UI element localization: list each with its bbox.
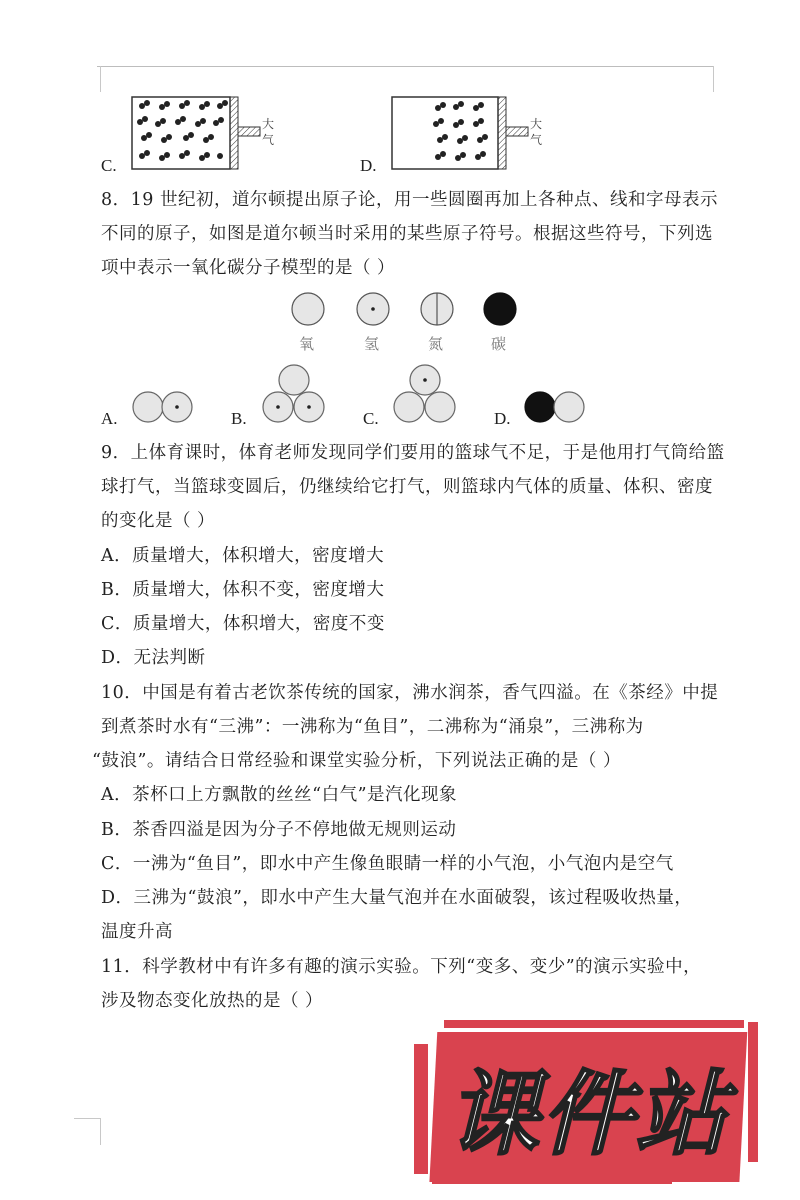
- symbol-label-hydrogen: 氢: [364, 335, 380, 353]
- q9-option-a: A．质量增大，体积增大，密度增大: [101, 546, 385, 566]
- q11-line-1: 11．科学教材中有许多有趣的演示实验。下列“变多、变少”的演示实验中，: [101, 957, 702, 977]
- q10-option-a: A．茶杯口上方飘散的丝丝“白气”是汽化现象: [101, 785, 458, 805]
- page-top-rule: [97, 66, 713, 67]
- q9-option-c: C．质量增大，体积增大，密度不变: [101, 614, 385, 634]
- q7-option-d-letter: D.: [360, 156, 377, 175]
- q8-option-b-figure: [261, 362, 329, 426]
- dalton-symbols: [286, 290, 526, 356]
- q10-option-c: C．一沸为“鱼目”，即水中产生像鱼眼睛一样的小气泡，小气泡内是空气: [101, 854, 674, 874]
- q9-option-d: D．无法判断: [101, 648, 206, 668]
- q9-line-3: 的变化是（ ）: [101, 511, 216, 531]
- q9-line-2: 球打气，当篮球变圆后，仍继续给它打气，则篮球内气体的质量、体积、密度: [101, 477, 713, 497]
- q10-option-d: D．三沸为“鼓浪”，即水中产生大量气泡并在水面破裂，该过程吸收热量，: [101, 888, 693, 908]
- q9-option-b: B．质量增大，体积不变，密度增大: [101, 580, 385, 600]
- q10-line-2: 到煮茶时水有“三沸”：一沸称为“鱼目”，二沸称为“涌泉”，三沸称为: [101, 717, 644, 737]
- q11-line-2: 涉及物态变化放热的是（ ）: [101, 991, 324, 1011]
- oxygen-symbol-icon: [292, 293, 324, 325]
- q8-line-1: 8．19 世纪初，道尔顿提出原子论，用一些圆圈再加上各种点、线和字母表示: [101, 190, 718, 210]
- q7-c-atmosphere-label: 大: [262, 117, 275, 131]
- crop-mark-top-right: [713, 66, 740, 92]
- q7-figure-d: [390, 94, 560, 174]
- q7-option-c-letter: C.: [101, 156, 117, 175]
- q8-option-a-letter: A.: [101, 409, 118, 428]
- symbol-label-carbon: 碳: [491, 335, 507, 353]
- q8-option-c-figure: [392, 362, 460, 426]
- q8-option-a-figure: [131, 390, 197, 426]
- symbol-label-nitrogen: 氮: [428, 335, 444, 353]
- q10-option-d-continued: 温度升高: [101, 922, 173, 942]
- q7-d-atmosphere-label: 大: [530, 117, 543, 131]
- q8-line-2: 不同的原子，如图是道尔顿当时采用的某些原子符号。根据这些符号，下列选: [101, 224, 713, 244]
- q9-line-1: 9．上体育课时，体育老师发现同学们要用的篮球气不足，于是他用打气筒给篮: [101, 443, 725, 463]
- crop-mark-top-left: [74, 66, 101, 92]
- q8-option-c-letter: C.: [363, 409, 379, 428]
- watermark-stamp: [408, 1018, 760, 1186]
- crop-mark-bottom-left: [74, 1118, 101, 1145]
- q7-figure-c: [130, 94, 290, 174]
- q10-option-b: B．茶香四溢是因为分子不停地做无规则运动: [101, 820, 457, 840]
- q10-line-1: 10．中国是有着古老饮茶传统的国家，沸水润茶，香气四溢。在《茶经》中提: [101, 683, 719, 703]
- q7-c-atmosphere-label-2: 气: [262, 133, 275, 147]
- q10-line-3: “鼓浪”。请结合日常经验和课堂实验分析，下列说法正确的是（ ）: [92, 751, 621, 771]
- symbol-label-oxygen: 氧: [299, 335, 315, 353]
- q8-line-3: 项中表示一氧化碳分子模型的是（ ）: [101, 258, 396, 278]
- q7-d-atmosphere-label-2: 气: [530, 133, 543, 147]
- q8-option-d-figure: [524, 390, 590, 426]
- carbon-symbol-icon: [484, 293, 516, 325]
- q8-option-b-letter: B.: [231, 409, 247, 428]
- q8-option-d-letter: D.: [494, 409, 511, 428]
- watermark-text: 课件站: [446, 1060, 730, 1168]
